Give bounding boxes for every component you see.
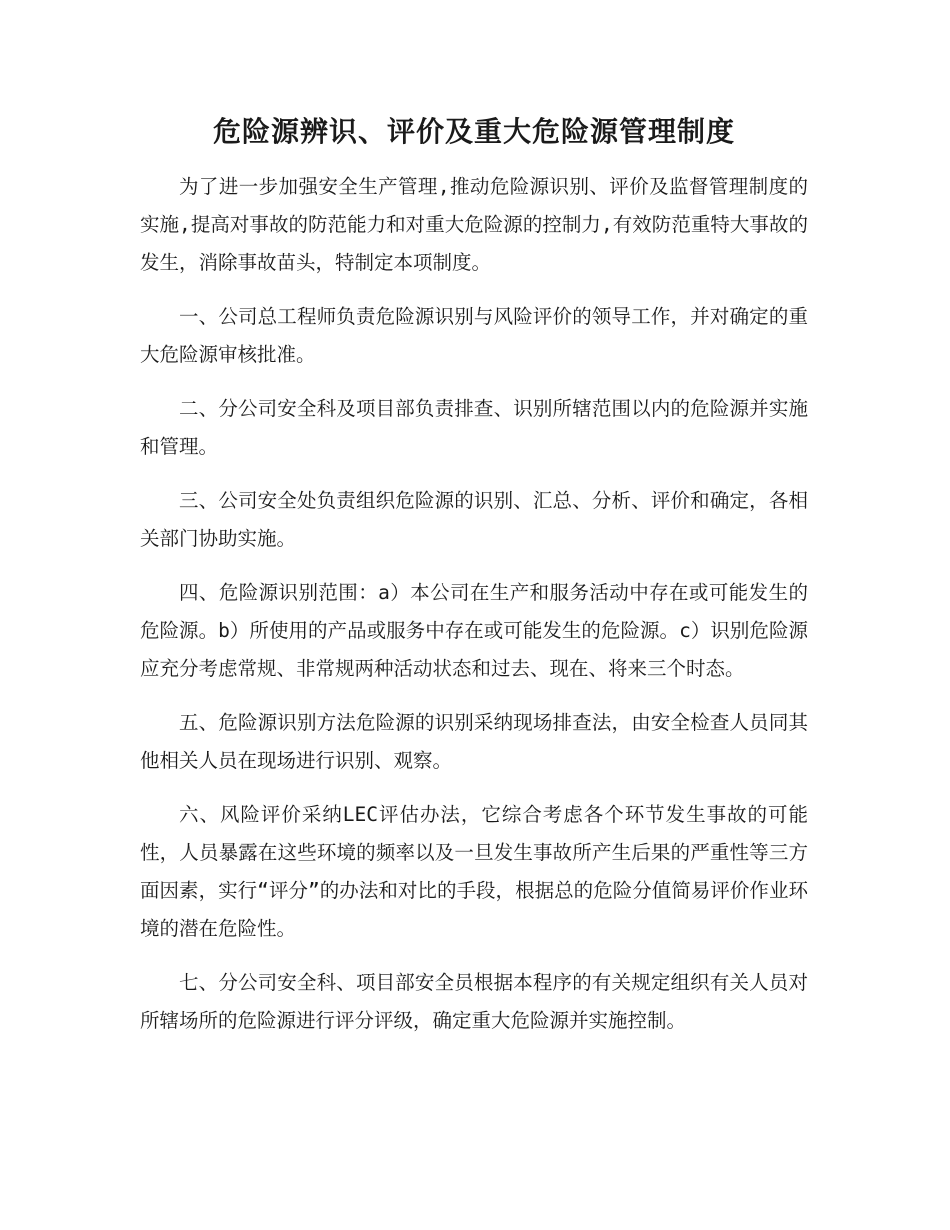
paragraph-5: 五、危险源识别方法危险源的识别采纳现场排查法，由安全检查人员同其他相关人员在现场进行识别、观察。	[140, 711, 808, 772]
document-title: 危险源辨识、评价及重大危险源管理制度	[212, 115, 735, 148]
paragraph-7: 七、分公司安全科、项目部安全员根据本程序的有关规定组织有关人员对所辖场所的危险源进行评分评级，确定重大危险源并实施控制。	[140, 971, 808, 1032]
document-page	[140, 110, 808, 1056]
paragraph-3: 三、公司安全处负责组织危险源的识别、汇总、分析、评价和确定，各相关部门协助实施。	[140, 489, 808, 550]
paragraph-intro: 为了进一步加强安全生产管理,推动危险源识别、评价及监督管理制度的实施,提高对事故的防范能力和对重大危险源的控制力,有效防范重特大事故的发生，消除事故苗头，特制定本项制度。	[140, 175, 808, 274]
paragraph-2: 二、分公司安全科及项目部负责排查、识别所辖范围以内的危险源并实施和管理。	[140, 397, 808, 458]
paragraph-6: 六、风险评价采纳LEC评估办法，它综合考虑各个环节发生事故的可能性，人员暴露在这些环境的频率以及一旦发生事故所产生后果的严重性等三方面因素，实行“评分”的办法和对比的手段，根据总的危险分值简易评价作业环境的潜在危险性。	[140, 803, 808, 940]
paragraph-4: 四、危险源识别范围：a）本公司在生产和服务活动中存在或可能发生的危险源。b）所使用的产品或服务中存在或可能发生的危险源。c）识别危险源应充分考虑常规、非常规两种活动状态和过去、现在、将来三个时态。	[140, 581, 808, 680]
paragraph-1: 一、公司总工程师负责危险源识别与风险评价的领导工作，并对确定的重大危险源审核批准。	[140, 305, 808, 366]
